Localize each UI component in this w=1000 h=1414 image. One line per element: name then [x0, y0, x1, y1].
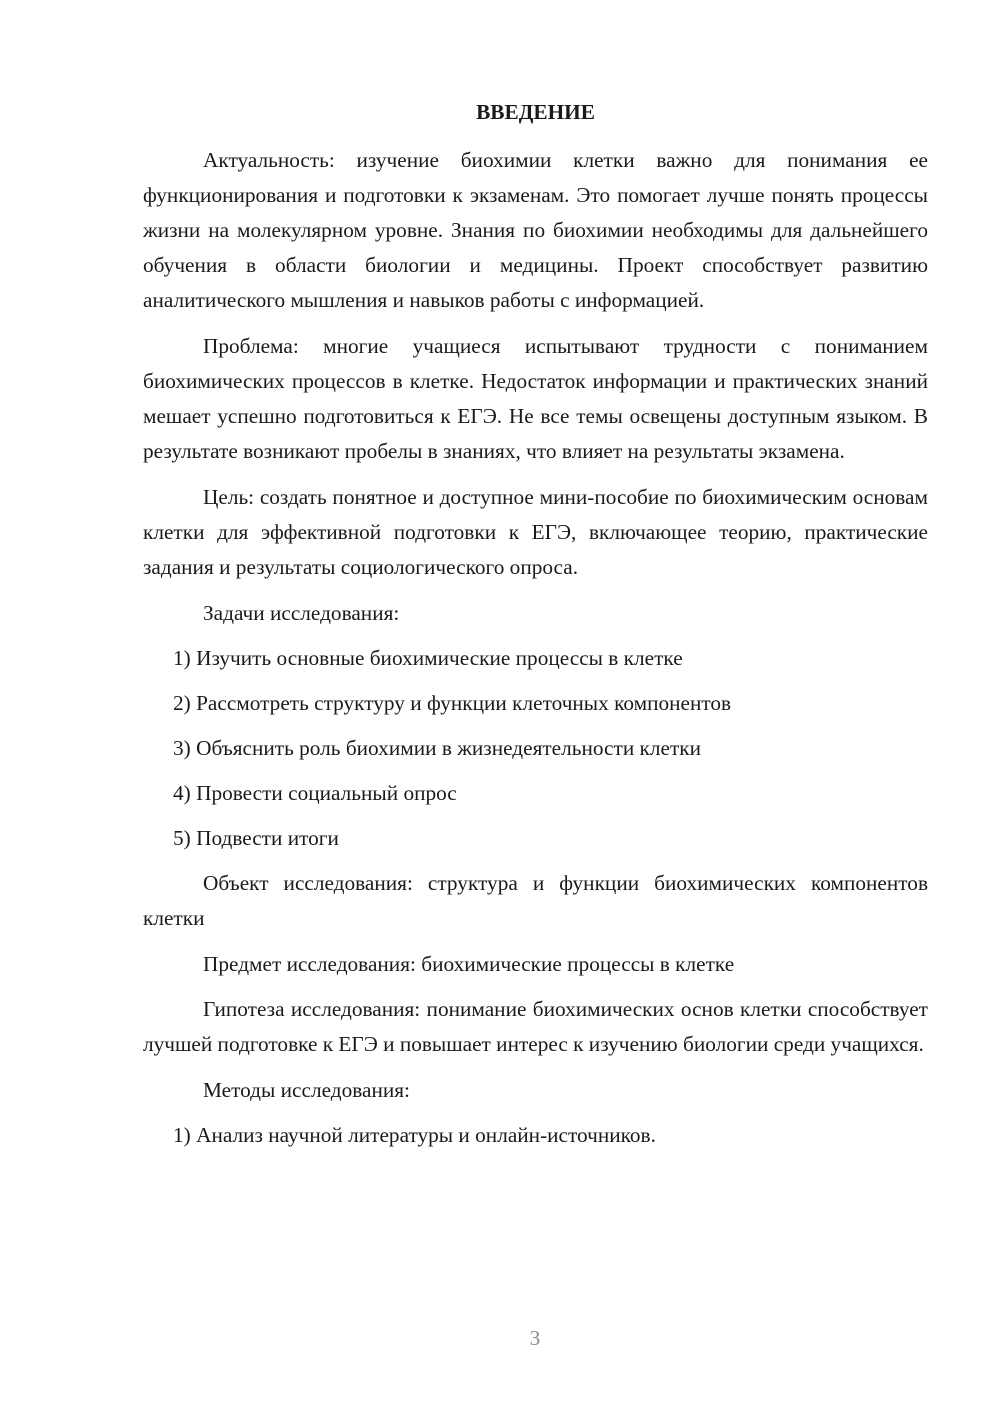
tasks-list — [143, 641, 928, 856]
list-item: 1) Анализ научной литературы и онлайн-источников. — [173, 1123, 656, 1147]
problem-paragraph: Проблема: многие учащиеся испытывают трудности с пониманием биохимических процессов в клетке. Недостаток информации и практических знаний мешает успешно подготовиться к ЕГЭ. Не все темы освещены доступным языком. В результате возникают пробелы в знаниях, что влияет на результаты экзамена. — [143, 334, 928, 463]
list-item: 2) Рассмотреть структуру и функции клеточных компонентов — [173, 691, 732, 715]
list-item: 4) Провести социальный опрос — [173, 781, 457, 805]
subject-paragraph: Предмет исследования: биохимические процессы в клетке — [203, 952, 735, 976]
object-paragraph: Объект исследования: структура и функции биохимических компонентов клетки — [143, 871, 928, 930]
list-item: 5) Подвести итоги — [173, 826, 339, 850]
document-body — [143, 95, 928, 1163]
list-item: 3) Объяснить роль биохимии в жизнедеятельности клетки — [173, 736, 702, 760]
hypothesis-paragraph: Гипотеза исследования: понимание биохимических основ клетки способствует лучшей подготовке к ЕГЭ и повышает интерес к изучению биологии среди учащихся. — [143, 997, 928, 1056]
relevance-paragraph: Актуальность: изучение биохимии клетки важно для понимания ее функционирования и подготовки к экзаменам. Это помогает лучше понять процессы жизни на молекулярном уровне. Знания по биохимии необходимы для дальнейшего обучения в области биологии и медицины. Проект способствует развитию аналитического мышления и навыков работы с информацией. — [143, 148, 928, 312]
goal-paragraph: Цель: создать понятное и доступное мини-пособие по биохимическим основам клетки для эффективной подготовки к ЕГЭ, включающее теорию, практические задания и результаты социологического опроса. — [143, 485, 928, 579]
section-title: ВВЕДЕНИЕ — [476, 100, 595, 124]
methods-heading: Методы исследования: — [203, 1078, 410, 1102]
page-number: 3 — [529, 1326, 541, 1350]
tasks-heading: Задачи исследования: — [203, 601, 400, 625]
methods-list — [143, 1118, 928, 1153]
list-item: 1) Изучить основные биохимические процессы в клетке — [173, 646, 683, 670]
